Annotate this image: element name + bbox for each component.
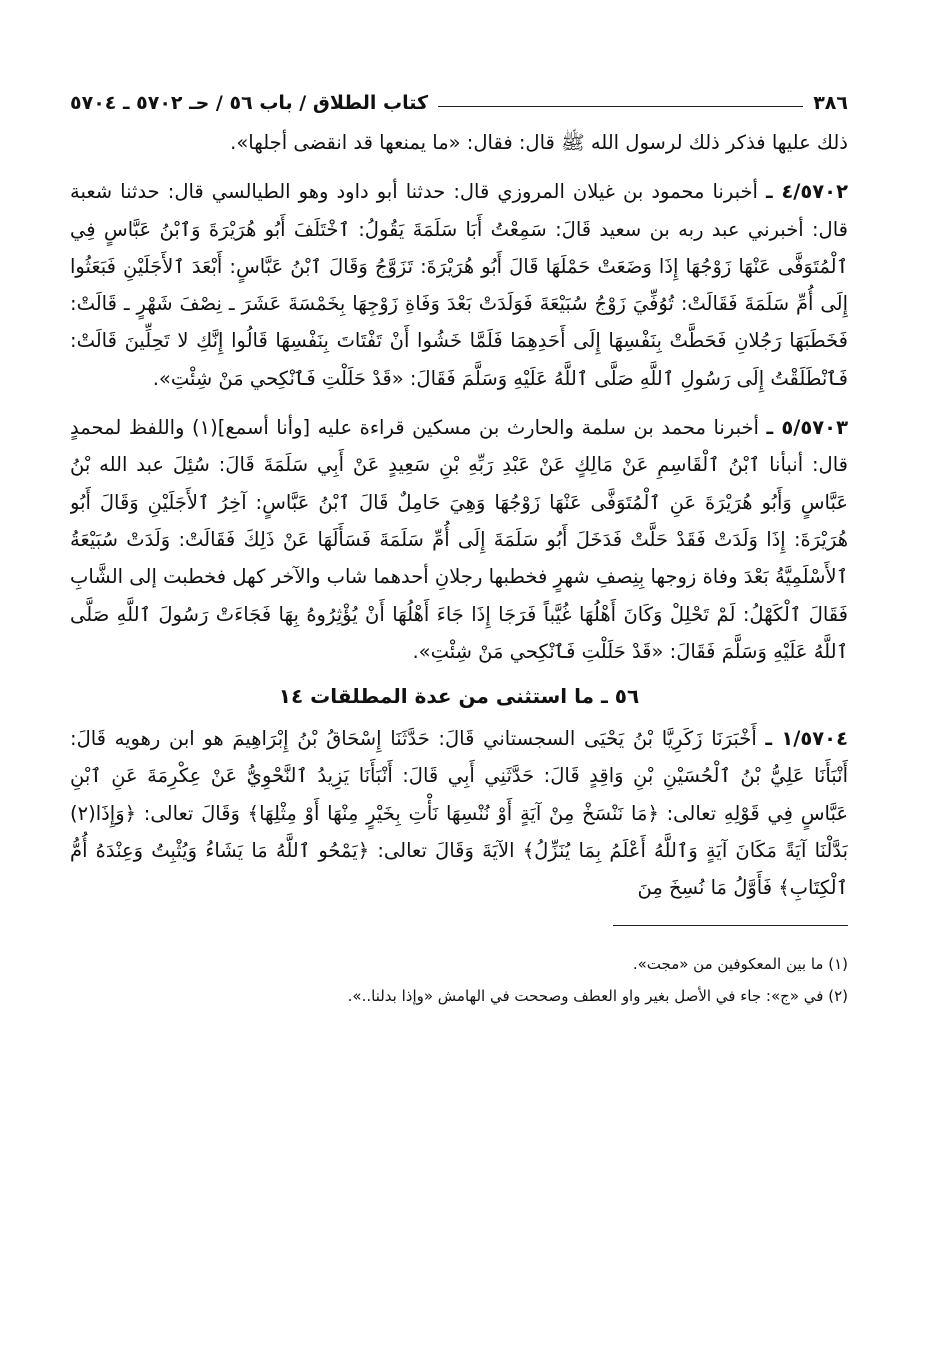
hadith-5703 [70,409,848,670]
paragraph-text: ذلك عليها فذكر ذلك لرسول الله ﷺ قال: فقال: «ما يمنعها قد انقضى أجلها». [230,131,848,154]
hadith-number: ٤/٥٧٠٢ ـ [766,180,848,204]
hadith-text: أخبرنا محمد بن سلمة والحارث بن مسكين قراءة عليه [وأنا أسمع](١) واللفظ لمحمدٍ قال: أنبأنا ٱبْنُ ٱلْقَاسِمِ عَنْ مَالِكٍ عَنْ عَبْدِ رَبِّهِ بْنِ سَعِيدٍ عَنْ أَبِي سَلَمَةَ قَالَ: سُئِلَ عبد الله بْنُ عَبَّاسٍ وَأَبُو هُرَيْرَةَ عَنِ ٱلْمُتَوَفَّى عَنْهَا زَوْجُهَا وَهِيَ حَامِلٌ قَالَ ٱبْنُ عَبَّاسٍ: آخِرُ ٱلأَجَلَيْنِ وَقَالَ أَبُو هُرَيْرَةَ: إِذَا وَلَدَتْ فَقَدْ حَلَّتْ فَدَخَلَ أَبُو سَلَمَةَ إِلَى أُمِّ سَلَمَةَ فَسَأَلَهَا عَنْ ذَلِكَ فَقَالَتْ: وَلَدَتْ سُبَيْعَةُ ٱلأَسْلَمِيَّةُ بَعْدَ وفاة زوجها بِنِصفِ شهرٍ فخطبها رجلانِ أحدهما شاب والآخر كهل فخطبت إلى الشَّابِ فَقَالَ ٱلْكَهْلُ: لَمْ تَحْلِلْ وَكَانَ أَهْلُهَا غُيَّباً فَرَجَا إِذَا جَاءَ أَهْلُهَا أَنْ يُؤْثِرُوهُ بِهَا فَجَاءَتْ رَسُولَ ٱللَّهِ صَلَّى ٱللَّهُ عَلَيْهِ وَسَلَّمَ فَقَالَ: «قَدْ حَلَلْتِ فَٱنْكِحي مَنْ شِئْتِ». [70,416,848,663]
footnote-2: (٢) في «ج»: جاء في الأصل بغير واو العطف وصححت في الهامش «وإذا بدلنا..». [347,986,848,1005]
header-rule [438,106,803,107]
paragraph-continuation [70,124,848,161]
book-page [70,78,848,1318]
footnote-separator [613,925,848,926]
hadith-text: أخبرنا محمود بن غيلان المروزي قال: حدثنا أبو داود وهو الطيالسي قال: حدثنا شعبة قال: أخبرني عبد ربه بن سعيد قَالَ: سَمِعْتُ أَبَا سَلَمَةَ يَقُولُ: ٱخْتَلَفَ أَبُو هُرَيْرَةَ وَٱبْنُ عَبَّاسٍ فِي ٱلْمُتَوَفَّى عَنْهَا زَوْجُهَا إِذَا وَضَعَتْ حَمْلَهَا قَالَ أَبُو هُرَيْرَةَ: تَزَوَّجُ وَقَالَ ٱبْنُ عَبَّاسٍ: أَبْعَدَ ٱلأَجَلَيْنِ فَبَعَثُوا إِلَى أُمِّ سَلَمَةَ فَقَالَتْ: تُوُفِّيَ زَوْجُ سُبَيْعَةَ فَوَلَدَتْ بَعْدَ وَفَاةِ زَوْجِهَا بِخَمْسَةَ عَشَرَ ـ نِصْفَ شَهْرٍ ـ قَالَتْ: فَخَطَبَهَا رَجُلانِ فَحَطَّتْ بِنَفْسِهَا إِلَى أَحَدِهِمَا فَلَمَّا خَشُوا أَنْ تَفْتَاتَ بِنَفْسِهَا قَالُوا إِنَّكِ لا تَحِلِّينَ قَالَتْ: فَٱنْطَلَقْتُ إِلَى رَسُولِ ٱللَّهِ صَلَّى ٱللَّهُ عَلَيْهِ وَسَلَّمَ فَقَالَ: «قَدْ حَلَلْتِ فَٱنْكِحي مَنْ شِئْتِ». [70,180,848,390]
footnote-1: (١) ما بين المعكوفين من «مجت». [632,954,848,973]
running-header [70,78,848,114]
hadith-text: أَخْبَرَنَا زَكَرِيَّا بْنُ يَحْيَى السجستاني قَالَ: حَدَّثَنَا إِسْحَاقُ بْنُ إِبْرَاهِيمَ هو ابن رهويه قَالَ: أَنْبَأَنَا عَلِيُّ بْنُ ٱلْحُسَيْنِ بْنِ وَاقِدٍ قَالَ: حَدَّثَنِي أَبِي قَالَ: أَنْبَأَنَا يَزِيدُ ٱلنَّحْوِيُّ عَنْ عِكْرِمَةَ عَنِ ٱبْنِ عَبَّاسٍ فِي قَوْلِهِ تعالى: ﴿مَا نَنْسَخْ مِنْ آيَةٍ أَوْ نُنْسِهَا نَأْتِ بِخَيْرٍ مِنْهَا أَوْ مِثْلِهَا﴾ وَقَالَ تعالى: ﴿وَإِذَا(٢) بَدَّلْنَا آيَةً مَكَانَ آيَةٍ وَٱللَّهُ أَعْلَمُ بِمَا يُنَزِّلُ﴾ الآيَةَ وَقَالَ تعالى: ﴿يَمْحُو ٱللَّهُ مَا يَشَاءُ وَيُثْبِتُ وَعِنْدَهُ أُمُّ ٱلْكِتَابِ﴾ فَأَوَّلُ مَا نُسِخَ مِنَ [70,727,848,900]
page-number: ٣٨٦ [813,92,848,114]
chapter-heading: ٥٦ ـ ما استثنى من عدة المطلقات ١٤ [278,684,640,709]
hadith-5702 [70,173,848,397]
hadith-number: ٥/٥٧٠٣ ـ [766,416,848,440]
running-title: كتاب الطلاق / باب ٥٦ / حـ ٥٧٠٢ ـ ٥٧٠٤ [70,92,429,114]
hadith-number: ١/٥٧٠٤ ـ [765,727,848,751]
hadith-5704 [70,720,848,906]
